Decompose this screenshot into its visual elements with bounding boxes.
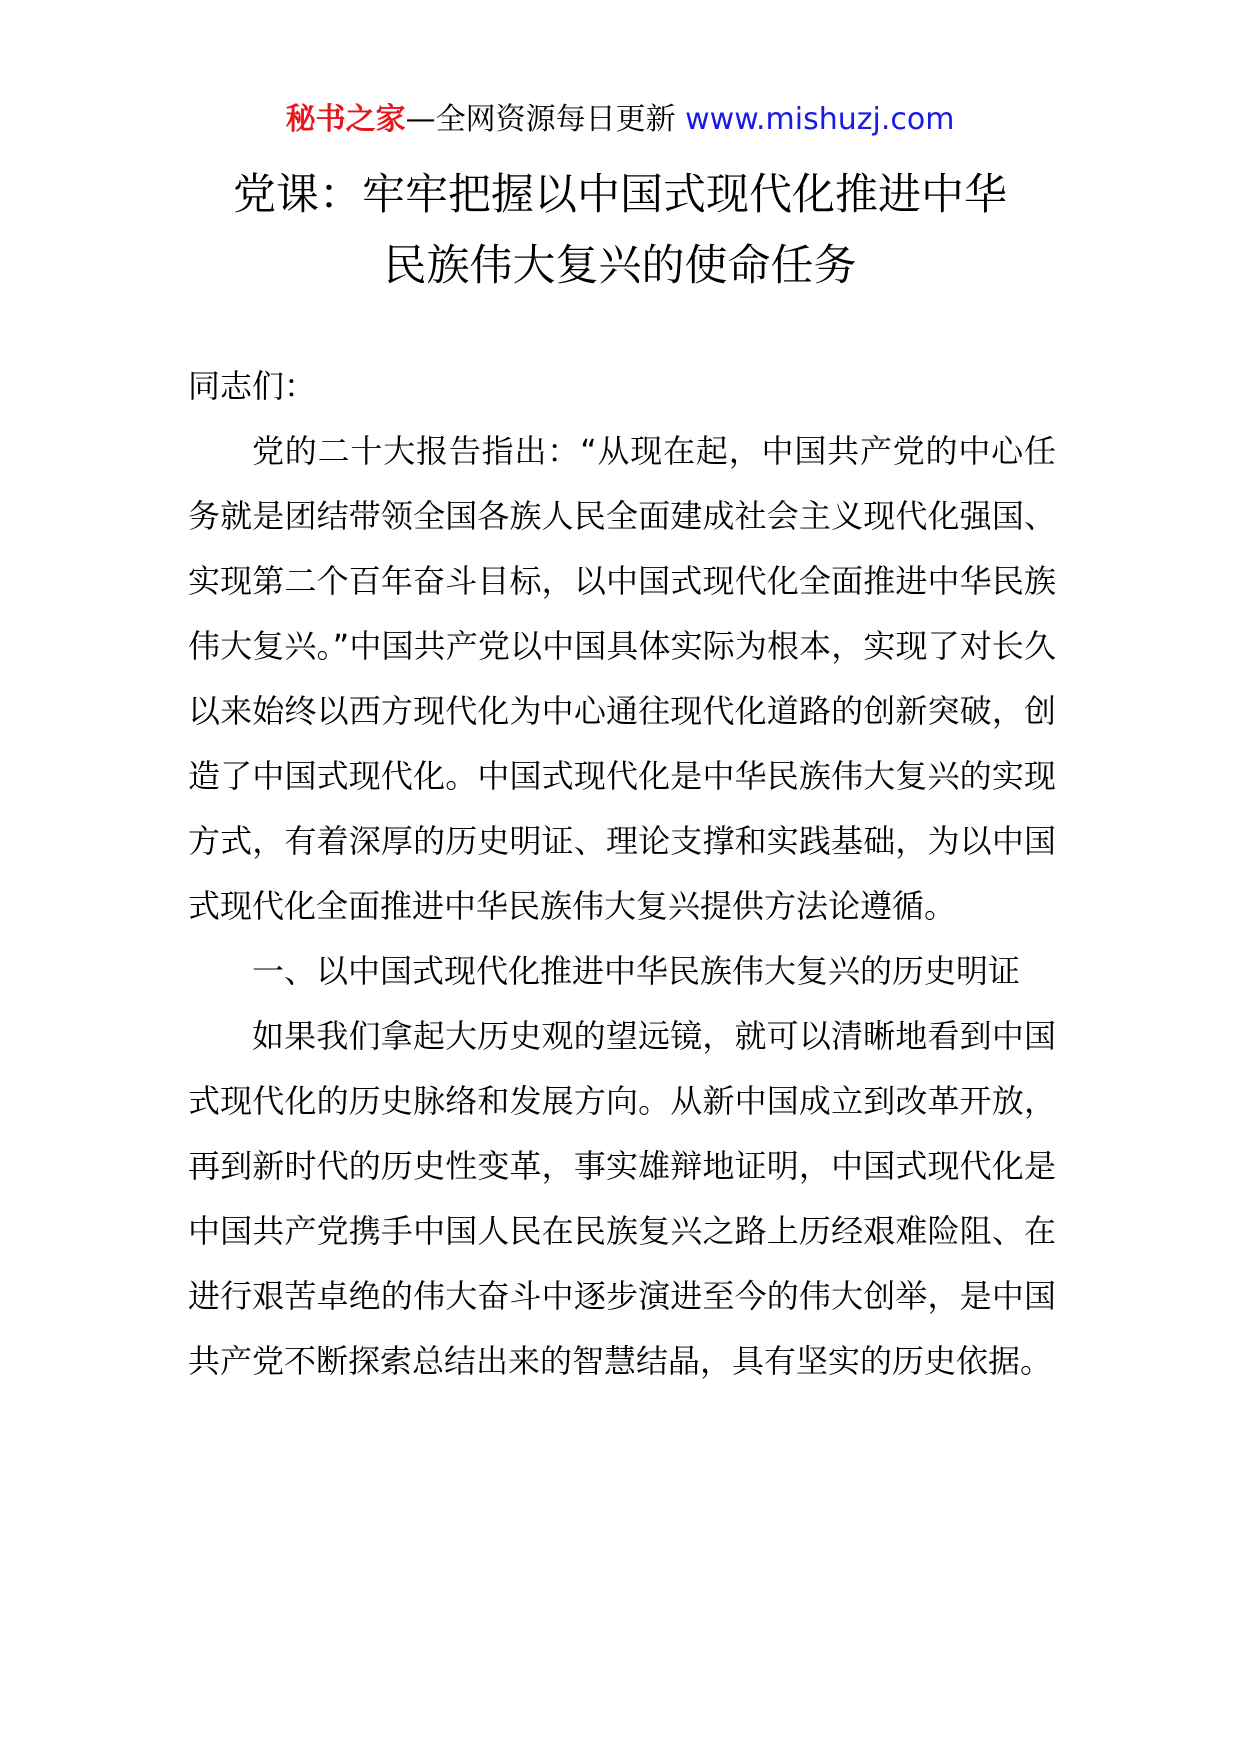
paragraph-intro: 党的二十大报告指出：“从现在起，中国共产党的中心任务就是团结带领全国各族人民全面建成社会主义现代化强国、实现第二个百年奋斗目标，以中国式现代化全面推进中华民族伟大复兴。”中国共产党以中国具体实际为根本，实现了对长久以来始终以西方现代化为中心通往现代化道路的创新突破，创造了中国式现代化。中国式现代化是中华民族伟大复兴的实现方式，有着深厚的历史明证、理论支撑和实践基础，为以中国式现代化全面推进中华民族伟大复兴提供方法论遵循。: [188, 432, 1056, 925]
site-banner: [0, 100, 1240, 140]
site-url-link[interactable]: www.mishuzj.com: [685, 102, 955, 137]
document-title: [190, 160, 1050, 302]
document-body: [188, 354, 1056, 1394]
salutation: 同志们：: [188, 367, 317, 405]
site-brand: 秘书之家: [285, 102, 406, 137]
document-title-line-2: 民族伟大复兴的使命任务: [383, 241, 857, 291]
document-title-line-1: 党课：牢牢把握以中国式现代化推进中华: [233, 170, 1007, 220]
paragraph-history: 如果我们拿起大历史观的望远镜，就可以清晰地看到中国式现代化的历史脉络和发展方向。从新中国成立到改革开放，再到新时代的历史性变革，事实雄辩地证明，中国式现代化是中国共产党携手中国人民在民族复兴之路上历经艰难险阻、在进行艰苦卓绝的伟大奋斗中逐步演进至今的伟大创举，是中国共产党不断探索总结出来的智慧结晶，具有坚实的历史依据。: [188, 1017, 1056, 1380]
site-tagline: —全网资源每日更新: [405, 102, 686, 137]
section-heading-1: 一、以中国式现代化推进中华民族伟大复兴的历史明证: [252, 952, 1021, 990]
